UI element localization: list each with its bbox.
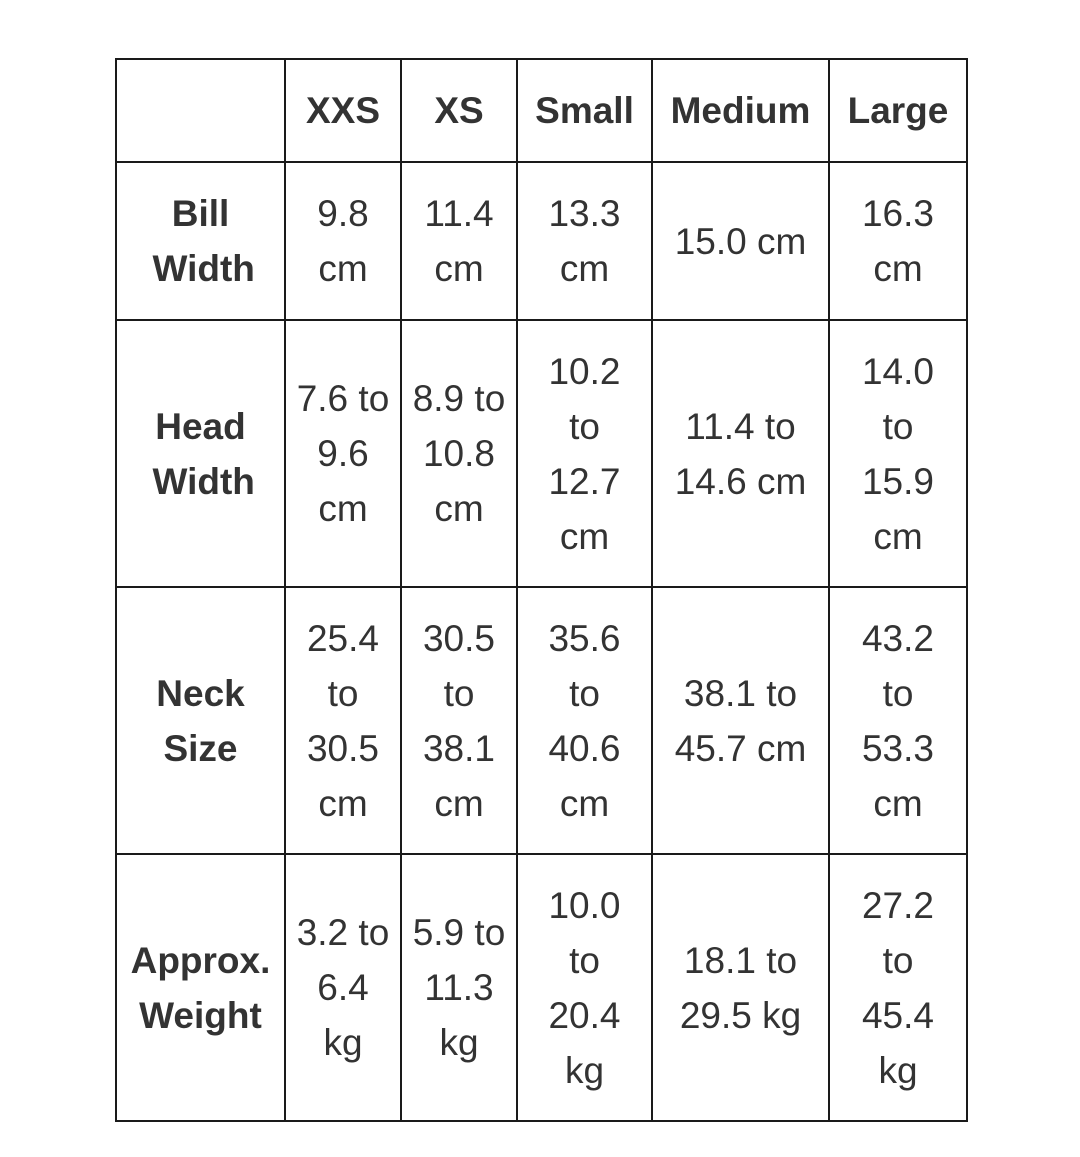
column-header-large: Large [829,59,967,162]
column-header-xxs: XXS [285,59,401,162]
row-header-head-width: Head Width [116,320,285,587]
table-cell: 3.2 to 6.4 kg [285,854,401,1121]
column-header-xs: XS [401,59,517,162]
table-cell: 43.2 to 53.3 cm [829,587,967,854]
table-cell: 35.6 to 40.6 cm [517,587,652,854]
table-cell: 16.3 cm [829,162,967,320]
table-cell: 10.2 to 12.7 cm [517,320,652,587]
table-cell: 5.9 to 11.3 kg [401,854,517,1121]
table-cell: 14.0 to 15.9 cm [829,320,967,587]
table-cell: 11.4 to 14.6 cm [652,320,829,587]
table-cell: 18.1 to 29.5 kg [652,854,829,1121]
size-chart-table [115,58,968,1122]
table-cell: 9.8 cm [285,162,401,320]
column-header-medium: Medium [652,59,829,162]
table-row [116,320,967,587]
table-cell: 10.0 to 20.4 kg [517,854,652,1121]
table-cell: 30.5 to 38.1 cm [401,587,517,854]
table-cell: 8.9 to 10.8 cm [401,320,517,587]
row-header-neck-size: Neck Size [116,587,285,854]
table-cell: 15.0 cm [652,162,829,320]
table-cell: 38.1 to 45.7 cm [652,587,829,854]
header-row [116,59,967,162]
table-cell: 7.6 to 9.6 cm [285,320,401,587]
row-header-bill-width: Bill Width [116,162,285,320]
table-row [116,854,967,1121]
table-cell: 27.2 to 45.4 kg [829,854,967,1121]
corner-cell [116,59,285,162]
table-row [116,162,967,320]
row-header-approx-weight: Approx. Weight [116,854,285,1121]
table-cell: 25.4 to 30.5 cm [285,587,401,854]
table-row [116,587,967,854]
column-header-small: Small [517,59,652,162]
table-cell: 11.4 cm [401,162,517,320]
table-cell: 13.3 cm [517,162,652,320]
